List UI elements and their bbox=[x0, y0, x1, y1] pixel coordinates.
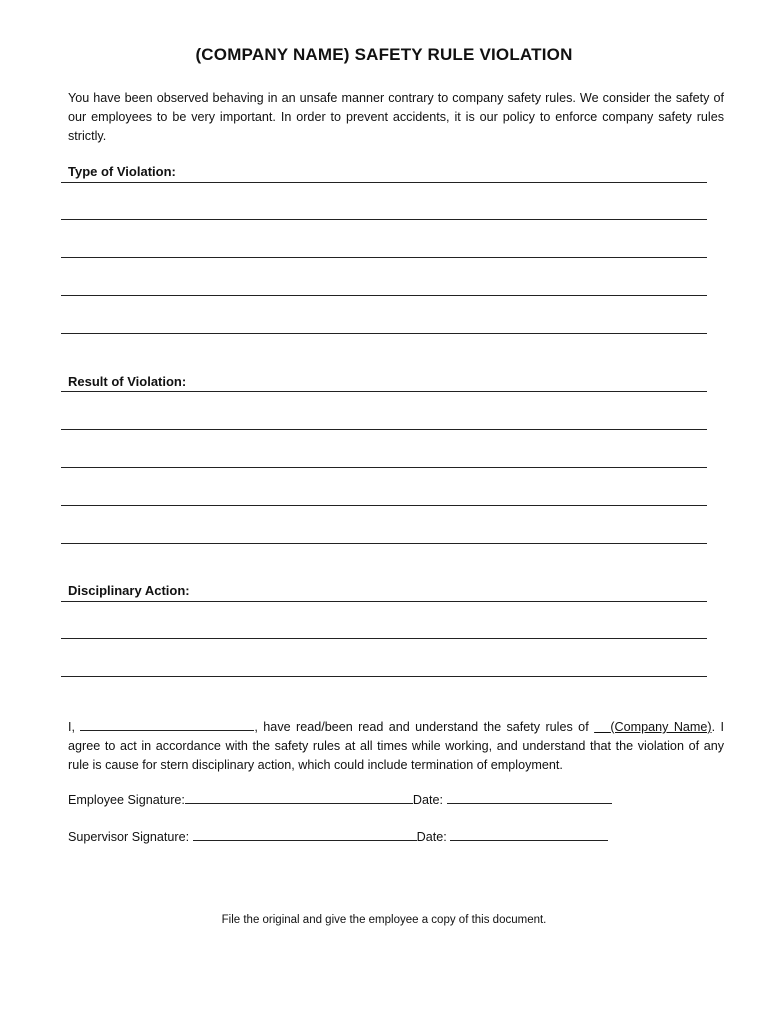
ack-rest: I agree to act in accordance with the safety rules at all times while working, and understand that the violation of any rule is cause for stern disciplinary action, which could include termination of employment. bbox=[68, 720, 725, 772]
result-of-violation-line[interactable] bbox=[61, 505, 707, 506]
type-of-violation-line[interactable] bbox=[61, 257, 707, 258]
supervisor-signature-field[interactable] bbox=[193, 827, 417, 841]
type-of-violation-label: Type of Violation: bbox=[68, 164, 176, 179]
footer-note: File the original and give the employee a copy of this document. bbox=[221, 914, 547, 926]
ack-prefix: I, bbox=[68, 720, 75, 734]
disciplinary-action-line[interactable] bbox=[61, 601, 707, 602]
disciplinary-action-line[interactable] bbox=[61, 638, 707, 639]
result-of-violation-line[interactable] bbox=[61, 467, 707, 468]
result-of-violation-line[interactable] bbox=[61, 543, 707, 544]
supervisor-date-field[interactable] bbox=[450, 827, 608, 841]
type-of-violation-line[interactable] bbox=[61, 182, 707, 183]
disciplinary-action-label: Disciplinary Action: bbox=[68, 583, 190, 598]
supervisor-date-label: Date: bbox=[416, 830, 447, 844]
ack-suffix: . bbox=[711, 720, 716, 734]
result-of-violation-line[interactable] bbox=[61, 391, 707, 392]
employee-signature-row bbox=[68, 790, 612, 809]
company-name-text: (Company Name) bbox=[610, 720, 712, 734]
type-of-violation-line[interactable] bbox=[61, 295, 707, 296]
result-of-violation-line[interactable] bbox=[61, 429, 707, 430]
disciplinary-action-line[interactable] bbox=[61, 676, 707, 677]
document-title: (COMPANY NAME) SAFETY RULE VIOLATION bbox=[195, 45, 573, 64]
supervisor-signature-row bbox=[68, 827, 608, 846]
intro-paragraph: You have been observed behaving in an unsafe manner contrary to company safety rules. We consider the safety of our employees to be very important. In order to prevent accidents, it is our policy to enforce company safety rules strictly. bbox=[68, 91, 724, 143]
supervisor-signature-label: Supervisor Signature: bbox=[68, 830, 190, 844]
result-of-violation-label: Result of Violation: bbox=[68, 374, 187, 389]
employee-name-blank[interactable] bbox=[80, 716, 254, 731]
company-name-field bbox=[594, 720, 712, 734]
type-of-violation-line[interactable] bbox=[61, 333, 707, 334]
acknowledgement-paragraph bbox=[68, 716, 724, 775]
employee-signature-field[interactable] bbox=[185, 790, 413, 804]
employee-signature-label: Employee Signature: bbox=[68, 793, 185, 807]
ack-middle: , have read/been read and understand the safety rules of bbox=[254, 720, 589, 734]
type-of-violation-line[interactable] bbox=[61, 219, 707, 220]
employee-date-label: Date: bbox=[412, 793, 444, 807]
employee-date-field[interactable] bbox=[447, 790, 612, 804]
